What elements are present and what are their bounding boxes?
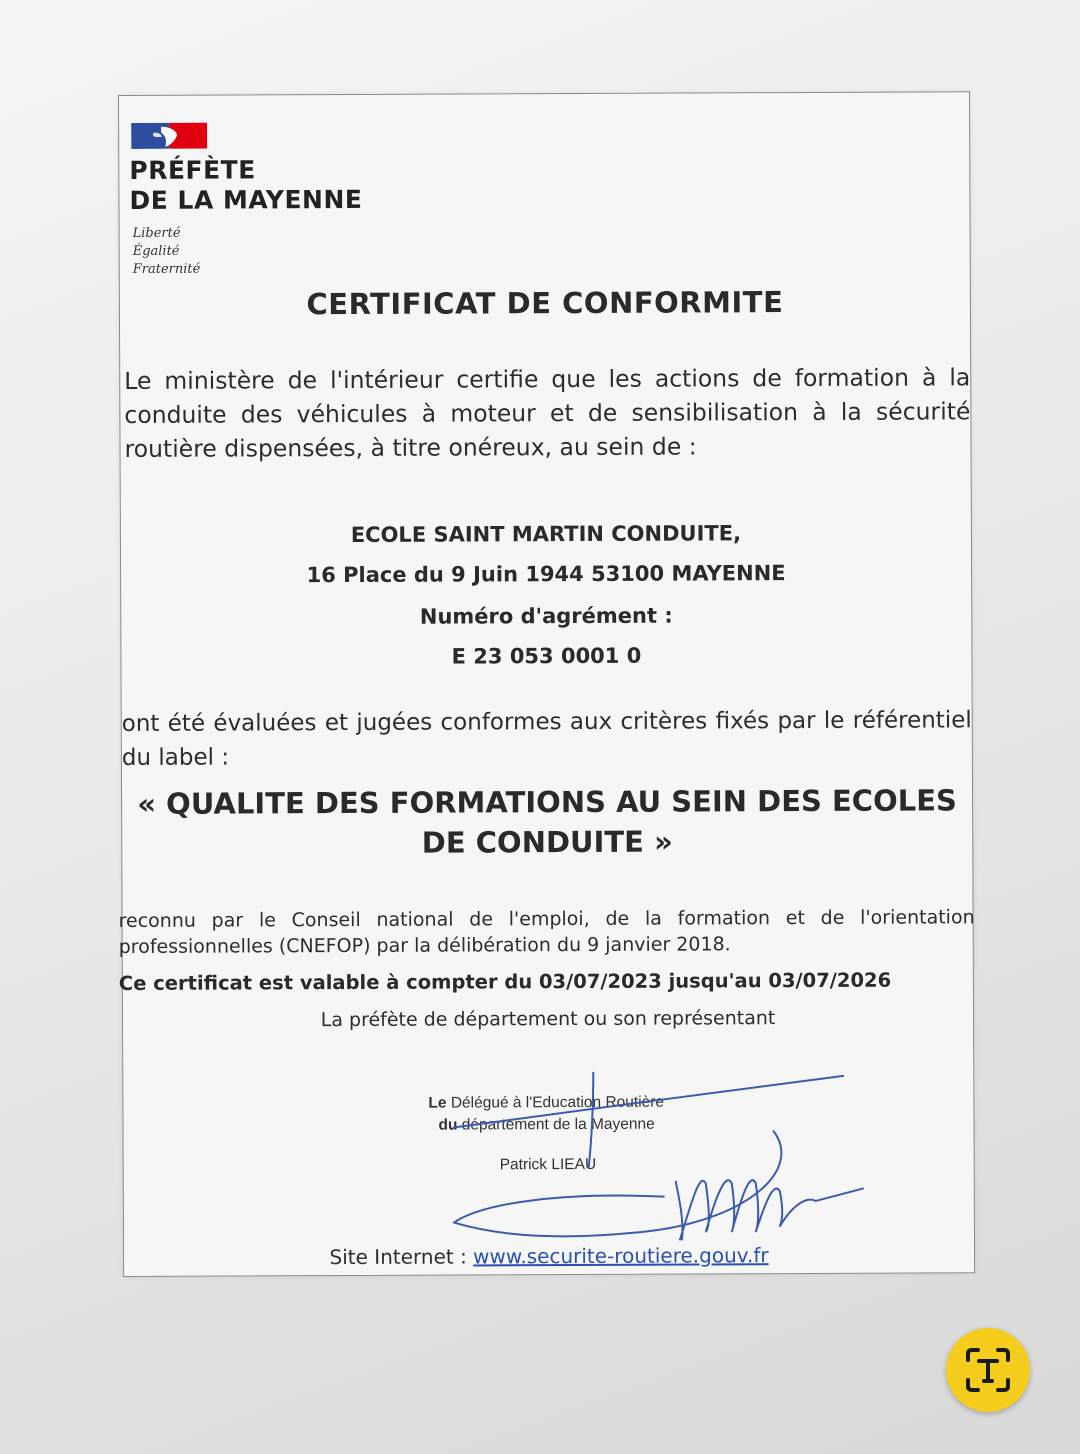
- signatory-line: La préfète de département ou son représentant: [320, 1007, 776, 1032]
- website-label: Site Internet :: [329, 1244, 467, 1270]
- handwritten-signature: [443, 1071, 864, 1253]
- label-title: « QUALITE DES FORMATIONS AU SEIN DES ECOLES DE CONDUITE »: [137, 783, 957, 860]
- website-row: [124, 1242, 974, 1270]
- document-title: CERTIFICAT DE CONFORMITE: [306, 285, 784, 322]
- motto-egalite: Égalité: [132, 243, 180, 259]
- agrement-number: E 23 053 0001 0: [451, 643, 642, 669]
- evaluation-paragraph: ont été évaluées et jugées conformes aux critères fixés par le référentiel du label :: [121, 707, 972, 771]
- text-scan-button[interactable]: [946, 1328, 1030, 1412]
- certificate-page: [118, 91, 975, 1277]
- text-scan-icon: [946, 1328, 1030, 1412]
- stamp-line2-bold: du: [438, 1116, 458, 1134]
- stamp-name: Patrick LIEAU: [499, 1155, 597, 1174]
- agrement-label: Numéro d'agrément :: [419, 603, 673, 629]
- logo-title-line1: PRÉFÈTE: [129, 155, 256, 185]
- website-link[interactable]: www.securite-routiere.gouv.fr: [473, 1243, 769, 1269]
- marianne-flag-logo: [131, 123, 207, 149]
- validity-statement: Ce certificat est valable à compter du 03/07/2023 jusqu'au 03/07/2026: [118, 968, 892, 996]
- logo-title-line2: DE LA MAYENNE: [129, 184, 363, 215]
- motto-liberte: Liberté: [132, 225, 181, 241]
- intro-paragraph: Le ministère de l'intérieur certifie que les actions de formation à la conduite des véhicules à moteur et de sensibilisation à la sécurité routière dispensées, à titre onéreux, au sein de :: [124, 363, 971, 463]
- stamp-line1-text: Délégué à l'Education Routière: [450, 1093, 665, 1112]
- stamp-line2-text: département de la Mayenne: [461, 1115, 655, 1134]
- stamp-line1-bold: Le: [428, 1094, 447, 1112]
- motto-fraternite: Fraternité: [132, 261, 201, 277]
- school-name: ECOLE SAINT MARTIN CONDUITE,: [350, 521, 742, 547]
- school-address: 16 Place du 9 Juin 1944 53100 MAYENNE: [306, 561, 786, 588]
- recognition-paragraph: reconnu par le Conseil national de l'emploi, de la formation et de l'orientation professionnelles (CNEFOP) par la délibération du 9 janvier 2018.: [118, 906, 975, 959]
